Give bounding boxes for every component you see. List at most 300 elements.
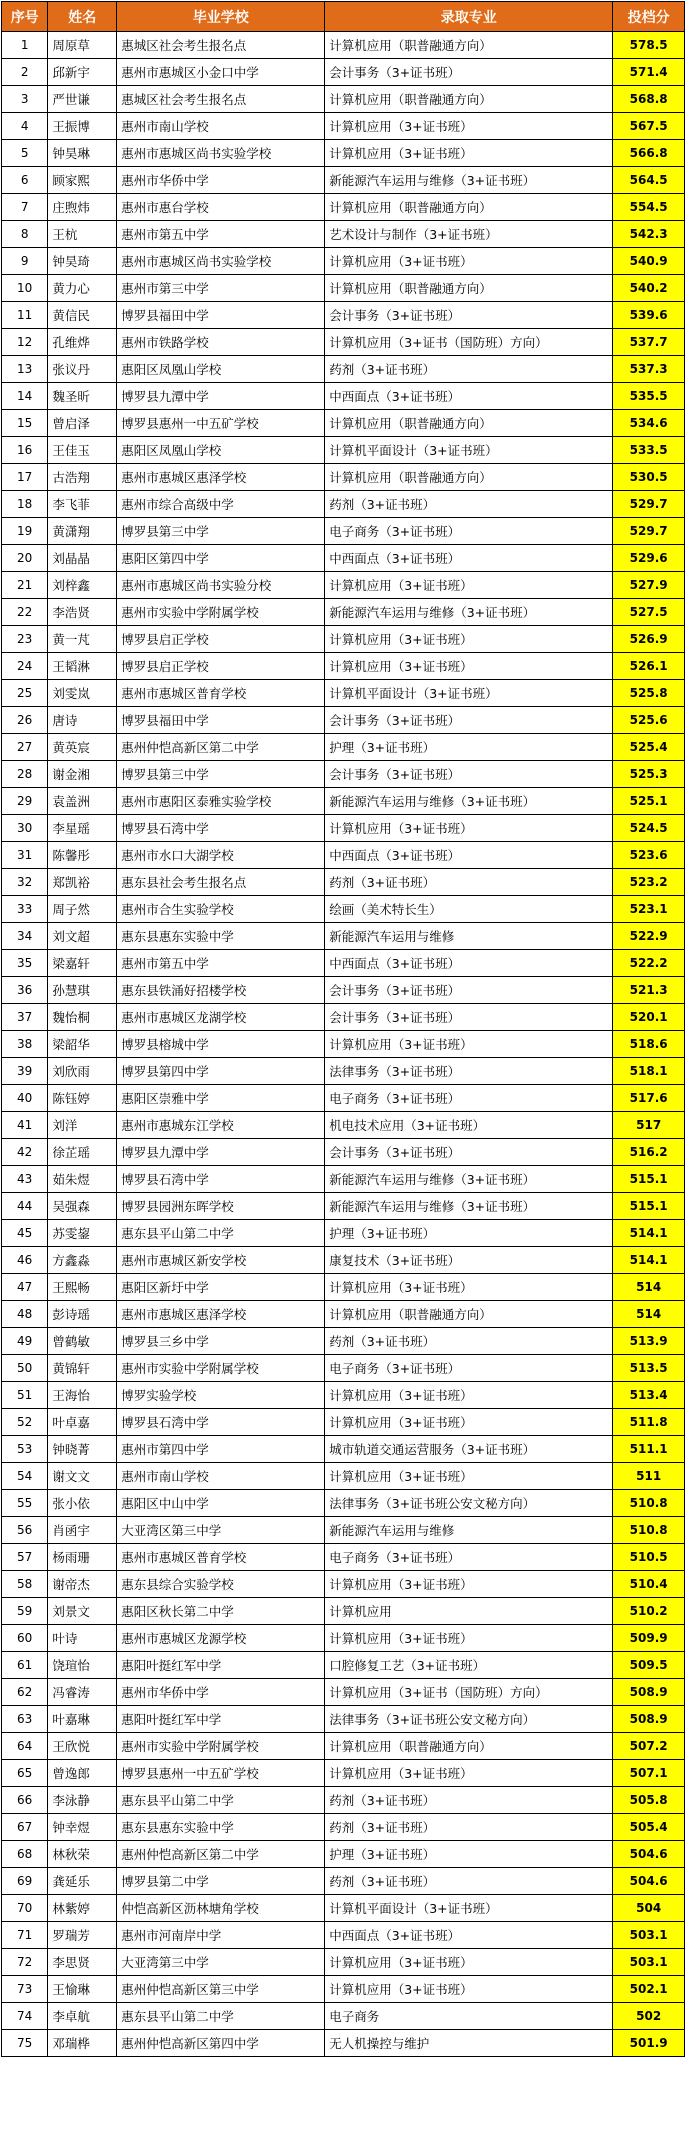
admission-score: 509.9: [613, 1625, 685, 1652]
graduate-school: 惠东县惠东实验中学: [117, 1814, 325, 1841]
admission-score: 535.5: [613, 383, 685, 410]
graduate-school: 惠州市实验中学附属学校: [117, 1733, 325, 1760]
student-name: 饶瑄怡: [48, 1652, 117, 1679]
graduate-school: 博罗县石湾中学: [117, 1409, 325, 1436]
graduate-school: 惠州市水口大湖学校: [117, 842, 325, 869]
admitted-major: 新能源汽车运用与维修（3+证书班）: [325, 1166, 613, 1193]
graduate-school: 博罗实验学校: [117, 1382, 325, 1409]
admitted-major: 中西面点（3+证书班）: [325, 383, 613, 410]
student-name: 魏圣昕: [48, 383, 117, 410]
table-row: [2, 275, 685, 302]
admission-score: 504.6: [613, 1868, 685, 1895]
graduate-school: 博罗县九潭中学: [117, 383, 325, 410]
student-name: 王海怡: [48, 1382, 117, 1409]
graduate-school: 博罗县石湾中学: [117, 1166, 325, 1193]
table-row: [2, 221, 685, 248]
admitted-major: 药剂（3+证书班）: [325, 869, 613, 896]
row-number: 12: [2, 329, 48, 356]
graduate-school: 大亚湾第三中学: [117, 1949, 325, 1976]
student-name: 严世谦: [48, 86, 117, 113]
table-row: [2, 1301, 685, 1328]
row-number: 47: [2, 1274, 48, 1301]
admission-score: 502.1: [613, 1976, 685, 2003]
student-name: 李浩贤: [48, 599, 117, 626]
row-number: 41: [2, 1112, 48, 1139]
admitted-major: 计算机应用（3+证书班）: [325, 1949, 613, 1976]
table-row: [2, 1787, 685, 1814]
admitted-major: 新能源汽车运用与维修（3+证书班）: [325, 1193, 613, 1220]
graduate-school: 惠州仲恺高新区第四中学: [117, 2030, 325, 2057]
row-number: 61: [2, 1652, 48, 1679]
graduate-school: 惠州市南山学校: [117, 1463, 325, 1490]
graduate-school: 惠州市惠城区尚书实验分校: [117, 572, 325, 599]
admission-score: 513.4: [613, 1382, 685, 1409]
row-number: 64: [2, 1733, 48, 1760]
graduate-school: 惠阳叶挺红军中学: [117, 1706, 325, 1733]
table-row: [2, 788, 685, 815]
graduate-school: 惠阳叶挺红军中学: [117, 1652, 325, 1679]
admitted-major: 计算机应用（3+证书班）: [325, 1274, 613, 1301]
row-number: 20: [2, 545, 48, 572]
admitted-major: 电子商务（3+证书班）: [325, 518, 613, 545]
row-number: 38: [2, 1031, 48, 1058]
row-number: 2: [2, 59, 48, 86]
admission-score: 529.7: [613, 491, 685, 518]
student-name: 叶卓嘉: [48, 1409, 117, 1436]
admitted-major: 计算机应用（3+证书班）: [325, 140, 613, 167]
row-number: 14: [2, 383, 48, 410]
header-school: 毕业学校: [117, 2, 325, 32]
admitted-major: 电子商务（3+证书班）: [325, 1085, 613, 1112]
table-row: [2, 869, 685, 896]
admission-score: 539.6: [613, 302, 685, 329]
admission-score: 571.4: [613, 59, 685, 86]
row-number: 56: [2, 1517, 48, 1544]
admission-score: 554.5: [613, 194, 685, 221]
student-name: 刘洋: [48, 1112, 117, 1139]
table-row: [2, 896, 685, 923]
student-name: 徐芷瑶: [48, 1139, 117, 1166]
graduate-school: 博罗县第三中学: [117, 761, 325, 788]
admitted-major: 药剂（3+证书班）: [325, 356, 613, 383]
admission-score: 540.9: [613, 248, 685, 275]
student-name: 黄一芃: [48, 626, 117, 653]
table-row: [2, 572, 685, 599]
table-row: [2, 1409, 685, 1436]
admitted-major: 计算机应用（3+证书班）: [325, 653, 613, 680]
student-name: 茹朱煜: [48, 1166, 117, 1193]
admission-score: 510.4: [613, 1571, 685, 1598]
student-name: 陈钰婷: [48, 1085, 117, 1112]
admission-score: 504: [613, 1895, 685, 1922]
admitted-major: 护理（3+证书班）: [325, 1220, 613, 1247]
header-no: 序号: [2, 2, 48, 32]
table-row: [2, 1733, 685, 1760]
table-row: [2, 1058, 685, 1085]
table-row: [2, 1193, 685, 1220]
table-row: [2, 1544, 685, 1571]
graduate-school: 惠州市南山学校: [117, 113, 325, 140]
admission-score: 529.7: [613, 518, 685, 545]
row-number: 28: [2, 761, 48, 788]
student-name: 黄信民: [48, 302, 117, 329]
admitted-major: 计算机应用（3+证书班）: [325, 113, 613, 140]
row-number: 53: [2, 1436, 48, 1463]
admission-score: 523.1: [613, 896, 685, 923]
table-row: [2, 707, 685, 734]
admitted-major: 计算机平面设计（3+证书班）: [325, 680, 613, 707]
row-number: 9: [2, 248, 48, 275]
admission-score: 537.3: [613, 356, 685, 383]
admission-score: 505.8: [613, 1787, 685, 1814]
table-row: [2, 1382, 685, 1409]
graduate-school: 惠州仲恺高新区第三中学: [117, 1976, 325, 2003]
graduate-school: 惠阳区凤凰山学校: [117, 356, 325, 383]
graduate-school: 惠州市铁路学校: [117, 329, 325, 356]
table-row: [2, 86, 685, 113]
row-number: 60: [2, 1625, 48, 1652]
admission-score: 505.4: [613, 1814, 685, 1841]
admission-score: 503.1: [613, 1949, 685, 1976]
admitted-major: 计算机应用（职普融通方向）: [325, 275, 613, 302]
row-number: 8: [2, 221, 48, 248]
student-name: 刘梓鑫: [48, 572, 117, 599]
admission-score: 578.5: [613, 32, 685, 59]
table-row: [2, 1328, 685, 1355]
graduate-school: 惠东县平山第二中学: [117, 2003, 325, 2030]
row-number: 25: [2, 680, 48, 707]
row-number: 70: [2, 1895, 48, 1922]
row-number: 49: [2, 1328, 48, 1355]
table-row: [2, 1355, 685, 1382]
table-row: [2, 1274, 685, 1301]
admitted-major: 会计事务（3+证书班）: [325, 761, 613, 788]
student-name: 刘雯岚: [48, 680, 117, 707]
graduate-school: 惠东县铁涌好招楼学校: [117, 977, 325, 1004]
graduate-school: 惠州市实验中学附属学校: [117, 1355, 325, 1382]
student-name: 林紫婷: [48, 1895, 117, 1922]
admitted-major: 药剂（3+证书班）: [325, 491, 613, 518]
graduate-school: 惠城区社会考生报名点: [117, 32, 325, 59]
admission-score: 511: [613, 1463, 685, 1490]
table-row: [2, 2030, 685, 2057]
graduate-school: 惠东县平山第二中学: [117, 1220, 325, 1247]
row-number: 51: [2, 1382, 48, 1409]
row-number: 50: [2, 1355, 48, 1382]
admitted-major: 电子商务（3+证书班）: [325, 1544, 613, 1571]
admission-score: 514.1: [613, 1247, 685, 1274]
admitted-major: 机电技术应用（3+证书班）: [325, 1112, 613, 1139]
graduate-school: 博罗县园洲东晖学校: [117, 1193, 325, 1220]
admission-score: 510.8: [613, 1490, 685, 1517]
table-row: [2, 410, 685, 437]
row-number: 48: [2, 1301, 48, 1328]
student-name: 冯睿涛: [48, 1679, 117, 1706]
admission-score: 511.1: [613, 1436, 685, 1463]
admission-score: 521.3: [613, 977, 685, 1004]
header-score: 投档分: [613, 2, 685, 32]
admitted-major: 计算机平面设计（3+证书班）: [325, 1895, 613, 1922]
admitted-major: 药剂（3+证书班）: [325, 1814, 613, 1841]
graduate-school: 惠州市惠城区普育学校: [117, 1544, 325, 1571]
graduate-school: 惠城区社会考生报名点: [117, 86, 325, 113]
student-name: 周子然: [48, 896, 117, 923]
student-name: 钟幸煜: [48, 1814, 117, 1841]
admission-score: 514: [613, 1301, 685, 1328]
table-row: [2, 977, 685, 1004]
admission-score: 514: [613, 1274, 685, 1301]
table-row: [2, 1760, 685, 1787]
row-number: 30: [2, 815, 48, 842]
table-row: [2, 1976, 685, 2003]
row-number: 75: [2, 2030, 48, 2057]
student-name: 刘景文: [48, 1598, 117, 1625]
admission-score: 510.8: [613, 1517, 685, 1544]
table-row: [2, 437, 685, 464]
student-name: 张小依: [48, 1490, 117, 1517]
graduate-school: 惠州仲恺高新区第二中学: [117, 1841, 325, 1868]
admitted-major: 新能源汽车运用与维修（3+证书班）: [325, 788, 613, 815]
admitted-major: 会计事务（3+证书班）: [325, 59, 613, 86]
graduate-school: 惠州市河南岸中学: [117, 1922, 325, 1949]
table-row: [2, 1166, 685, 1193]
admission-score: 525.6: [613, 707, 685, 734]
admission-score: 515.1: [613, 1193, 685, 1220]
admitted-major: 计算机应用（3+证书班）: [325, 1625, 613, 1652]
student-name: 张议丹: [48, 356, 117, 383]
graduate-school: 博罗县榕城中学: [117, 1031, 325, 1058]
table-row: [2, 950, 685, 977]
table-row: [2, 59, 685, 86]
student-name: 肖函宇: [48, 1517, 117, 1544]
graduate-school: 惠州市惠城区普育学校: [117, 680, 325, 707]
table-row: [2, 1922, 685, 1949]
student-name: 魏怡桐: [48, 1004, 117, 1031]
row-number: 65: [2, 1760, 48, 1787]
table-row: [2, 2003, 685, 2030]
student-name: 钟昊琦: [48, 248, 117, 275]
graduate-school: 惠州市惠城区小金口中学: [117, 59, 325, 86]
admitted-major: 护理（3+证书班）: [325, 1841, 613, 1868]
admitted-major: 法律事务（3+证书班）: [325, 1058, 613, 1085]
table-row: [2, 1868, 685, 1895]
admission-score: 525.4: [613, 734, 685, 761]
admitted-major: 计算机应用（3+证书班）: [325, 572, 613, 599]
student-name: 黄锦轩: [48, 1355, 117, 1382]
admission-score: 507.2: [613, 1733, 685, 1760]
admitted-major: 法律事务（3+证书班公安文秘方向）: [325, 1706, 613, 1733]
admission-score: 525.3: [613, 761, 685, 788]
student-name: 曾启泽: [48, 410, 117, 437]
student-name: 梁嘉轩: [48, 950, 117, 977]
row-number: 66: [2, 1787, 48, 1814]
graduate-school: 惠州仲恺高新区第二中学: [117, 734, 325, 761]
admitted-major: 中西面点（3+证书班）: [325, 545, 613, 572]
graduate-school: 惠州市惠城区尚书实验学校: [117, 248, 325, 275]
student-name: 王振博: [48, 113, 117, 140]
row-number: 5: [2, 140, 48, 167]
admission-score: 513.9: [613, 1328, 685, 1355]
student-name: 曾逸郎: [48, 1760, 117, 1787]
graduate-school: 惠州市第五中学: [117, 221, 325, 248]
table-row: [2, 248, 685, 275]
graduate-school: 博罗县惠州一中五矿学校: [117, 410, 325, 437]
table-row: [2, 1598, 685, 1625]
admission-score: 501.9: [613, 2030, 685, 2057]
admitted-major: 计算机应用（3+证书班）: [325, 1382, 613, 1409]
graduate-school: 惠州市实验中学附属学校: [117, 599, 325, 626]
table-row: [2, 1706, 685, 1733]
student-name: 钟晓菁: [48, 1436, 117, 1463]
graduate-school: 博罗县九潭中学: [117, 1139, 325, 1166]
admission-score: 503.1: [613, 1922, 685, 1949]
row-number: 16: [2, 437, 48, 464]
row-number: 57: [2, 1544, 48, 1571]
graduate-school: 惠阳区崇雅中学: [117, 1085, 325, 1112]
admitted-major: 计算机应用（职普融通方向）: [325, 32, 613, 59]
table-row: [2, 302, 685, 329]
admission-score: 566.8: [613, 140, 685, 167]
table-row: [2, 1004, 685, 1031]
row-number: 29: [2, 788, 48, 815]
admitted-major: 康复技术（3+证书班）: [325, 1247, 613, 1274]
table-row: [2, 680, 685, 707]
admitted-major: 计算机应用（3+证书班）: [325, 1463, 613, 1490]
student-name: 王佳玉: [48, 437, 117, 464]
row-number: 69: [2, 1868, 48, 1895]
student-name: 谢文文: [48, 1463, 117, 1490]
student-name: 龚延乐: [48, 1868, 117, 1895]
row-number: 3: [2, 86, 48, 113]
student-name: 李星瑶: [48, 815, 117, 842]
table-row: [2, 113, 685, 140]
admission-score: 515.1: [613, 1166, 685, 1193]
graduate-school: 惠州市惠城区龙湖学校: [117, 1004, 325, 1031]
admission-score: 522.9: [613, 923, 685, 950]
table-row: [2, 464, 685, 491]
admission-score: 537.7: [613, 329, 685, 356]
row-number: 39: [2, 1058, 48, 1085]
student-name: 袁盖洲: [48, 788, 117, 815]
admission-score: 564.5: [613, 167, 685, 194]
row-number: 32: [2, 869, 48, 896]
student-name: 王杭: [48, 221, 117, 248]
table-row: [2, 140, 685, 167]
table-row: [2, 1220, 685, 1247]
table-row: [2, 491, 685, 518]
student-name: 钟昊琳: [48, 140, 117, 167]
table-row: [2, 1490, 685, 1517]
header-name: 姓名: [48, 2, 117, 32]
graduate-school: 博罗县福田中学: [117, 302, 325, 329]
admission-score: 529.6: [613, 545, 685, 572]
student-name: 刘文超: [48, 923, 117, 950]
table-row: [2, 32, 685, 59]
graduate-school: 惠阳区凤凰山学校: [117, 437, 325, 464]
student-name: 吴强森: [48, 1193, 117, 1220]
admitted-major: 电子商务: [325, 2003, 613, 2030]
table-row: [2, 734, 685, 761]
graduate-school: 惠东县平山第二中学: [117, 1787, 325, 1814]
table-row: [2, 842, 685, 869]
admission-score: 510.5: [613, 1544, 685, 1571]
graduate-school: 博罗县惠州一中五矿学校: [117, 1760, 325, 1787]
admission-score: 513.5: [613, 1355, 685, 1382]
admitted-major: 新能源汽车运用与维修: [325, 1517, 613, 1544]
student-name: 彭诗瑶: [48, 1301, 117, 1328]
row-number: 34: [2, 923, 48, 950]
table-row: [2, 1679, 685, 1706]
table-row: [2, 923, 685, 950]
table-row: [2, 653, 685, 680]
student-name: 王熙畅: [48, 1274, 117, 1301]
row-number: 74: [2, 2003, 48, 2030]
row-number: 23: [2, 626, 48, 653]
admitted-major: 新能源汽车运用与维修（3+证书班）: [325, 167, 613, 194]
row-number: 18: [2, 491, 48, 518]
student-name: 谢金湘: [48, 761, 117, 788]
student-name: 杨雨珊: [48, 1544, 117, 1571]
admitted-major: 计算机应用（职普融通方向）: [325, 410, 613, 437]
graduate-school: 惠阳区第四中学: [117, 545, 325, 572]
student-name: 李思贤: [48, 1949, 117, 1976]
admitted-major: 药剂（3+证书班）: [325, 1787, 613, 1814]
graduate-school: 博罗县石湾中学: [117, 815, 325, 842]
admitted-major: 计算机应用（3+证书班）: [325, 1976, 613, 2003]
graduate-school: 惠州市第四中学: [117, 1436, 325, 1463]
admission-score: 517: [613, 1112, 685, 1139]
graduate-school: 惠东县综合实验学校: [117, 1571, 325, 1598]
admitted-major: 会计事务（3+证书班）: [325, 977, 613, 1004]
graduate-school: 仲恺高新区沥林塘角学校: [117, 1895, 325, 1922]
admitted-major: 计算机应用（3+证书班）: [325, 248, 613, 275]
table-row: [2, 1949, 685, 1976]
table-row: [2, 1652, 685, 1679]
row-number: 1: [2, 32, 48, 59]
admission-score: 540.2: [613, 275, 685, 302]
admitted-major: 会计事务（3+证书班）: [325, 1139, 613, 1166]
row-number: 54: [2, 1463, 48, 1490]
table-row: [2, 167, 685, 194]
admitted-major: 新能源汽车运用与维修（3+证书班）: [325, 599, 613, 626]
graduate-school: 惠州市惠阳区泰雅实验学校: [117, 788, 325, 815]
admission-score: 504.6: [613, 1841, 685, 1868]
student-name: 刘欣雨: [48, 1058, 117, 1085]
row-number: 11: [2, 302, 48, 329]
student-name: 孔维烨: [48, 329, 117, 356]
graduate-school: 惠州市综合高级中学: [117, 491, 325, 518]
row-number: 26: [2, 707, 48, 734]
row-number: 31: [2, 842, 48, 869]
admission-score: 530.5: [613, 464, 685, 491]
row-number: 63: [2, 1706, 48, 1733]
admitted-major: 计算机应用（3+证书班）: [325, 815, 613, 842]
table-row: [2, 1841, 685, 1868]
row-number: 72: [2, 1949, 48, 1976]
table-row: [2, 545, 685, 572]
graduate-school: 博罗县第四中学: [117, 1058, 325, 1085]
table-row: [2, 1031, 685, 1058]
row-number: 71: [2, 1922, 48, 1949]
table-row: [2, 1139, 685, 1166]
student-name: 林秋荣: [48, 1841, 117, 1868]
row-number: 58: [2, 1571, 48, 1598]
admitted-major: 计算机应用（3+证书班）: [325, 1571, 613, 1598]
admitted-major: 计算机应用（3+证书班）: [325, 626, 613, 653]
table-row: [2, 518, 685, 545]
row-number: 55: [2, 1490, 48, 1517]
student-name: 邱新宇: [48, 59, 117, 86]
